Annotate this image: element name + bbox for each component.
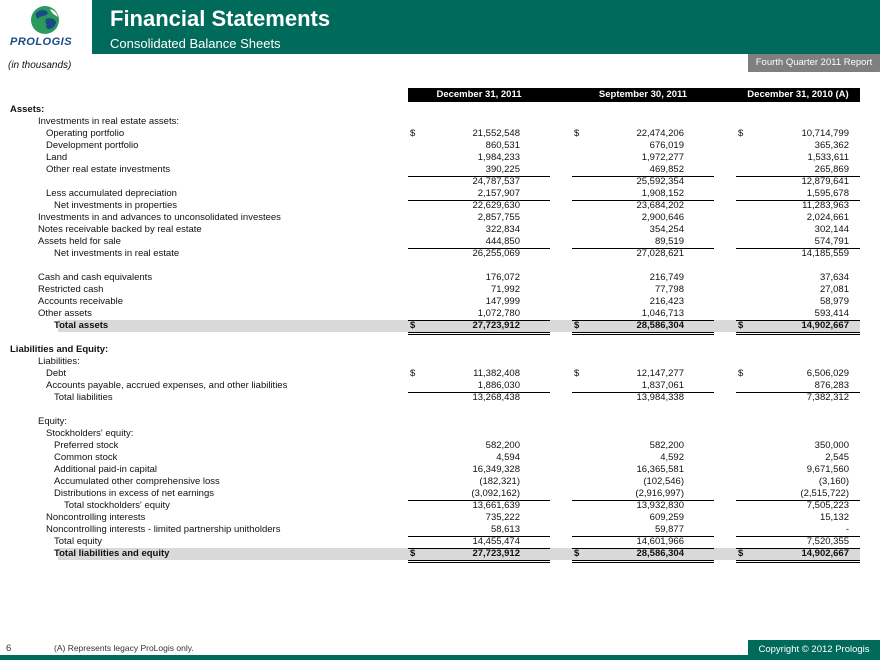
value-cell: 7,520,355: [806, 536, 849, 547]
value-cell: 10,714,799: [801, 128, 849, 139]
table-row: [0, 320, 880, 332]
value-cell: 14,455,474: [472, 536, 520, 547]
value-cell: 22,629,630: [472, 200, 520, 211]
table-row: [0, 128, 880, 140]
value-cell: 2,024,661: [806, 212, 849, 223]
row-label: Total equity: [54, 536, 103, 547]
value-cell: 37,634: [819, 272, 849, 283]
table-row: [0, 548, 880, 560]
table-row: [0, 536, 880, 548]
dollar-sign: $: [574, 128, 580, 139]
column-header-dec-2010: December 31, 2010 (A): [747, 89, 849, 100]
value-cell: (2,916,997): [635, 488, 684, 499]
row-label: Total liabilities and equity: [54, 548, 170, 559]
page-title: Financial Statements: [110, 6, 331, 31]
dollar-sign: $: [574, 548, 580, 559]
value-cell: 27,723,912: [472, 548, 520, 559]
table-row: [0, 332, 880, 344]
value-cell: 574,791: [814, 236, 849, 247]
value-cell: 609,259: [649, 512, 684, 523]
row-label: Equity:: [38, 416, 68, 427]
table-row: [0, 140, 880, 152]
value-cell: 14,601,966: [636, 536, 684, 547]
row-label: Other real estate investments: [46, 164, 171, 175]
row-label: Accumulated other comprehensive loss: [54, 476, 220, 487]
table-row: [0, 308, 880, 320]
value-cell: 4,592: [660, 452, 684, 463]
table-row: [0, 500, 880, 512]
row-label: Investments in real estate assets:: [38, 116, 179, 127]
value-cell: 12,147,277: [636, 368, 684, 379]
value-cell: 365,362: [814, 140, 849, 151]
row-label: Land: [46, 152, 68, 163]
value-cell: 58,979: [819, 296, 849, 307]
dollar-sign: $: [574, 368, 580, 379]
value-cell: 444,850: [485, 236, 520, 247]
table-row: [0, 368, 880, 380]
value-cell: 302,144: [814, 224, 849, 235]
value-cell: 676,019: [649, 140, 684, 151]
dollar-sign: $: [738, 320, 744, 331]
total-top-rule: [408, 320, 550, 321]
row-label: Notes receivable backed by real estate: [38, 224, 202, 235]
table-row: [0, 152, 880, 164]
total-double-rule: [736, 560, 860, 561]
value-cell: -: [845, 524, 849, 535]
row-label: Noncontrolling interests - limited partnership unitholders: [46, 524, 281, 535]
table-row: [0, 440, 880, 452]
value-cell: 860,531: [485, 140, 520, 151]
dollar-sign: $: [738, 368, 744, 379]
value-cell: 12,879,641: [801, 176, 849, 187]
value-cell: 13,268,438: [472, 392, 520, 403]
value-cell: 176,072: [485, 272, 520, 283]
value-cell: 6,506,029: [806, 368, 849, 379]
row-label: Preferred stock: [54, 440, 119, 451]
value-cell: 469,852: [649, 164, 684, 175]
row-label: Liabilities:: [38, 356, 80, 367]
value-cell: 27,081: [819, 284, 849, 295]
dollar-sign: $: [410, 548, 416, 559]
footnote: (A) Represents legacy ProLogis only.: [54, 643, 194, 653]
row-label: Accounts receivable: [38, 296, 124, 307]
value-cell: 13,932,830: [636, 500, 684, 511]
value-cell: 27,723,912: [472, 320, 520, 331]
page-number: 6: [6, 643, 12, 654]
row-label: Cash and cash equivalents: [38, 272, 153, 283]
value-cell: 2,157,907: [477, 188, 520, 199]
value-cell: 13,661,639: [472, 500, 520, 511]
value-cell: 1,984,233: [477, 152, 520, 163]
value-cell: 21,552,548: [472, 128, 520, 139]
value-cell: 22,474,206: [636, 128, 684, 139]
value-cell: 14,902,667: [801, 548, 849, 559]
row-label: Liabilities and Equity:: [10, 344, 109, 355]
row-label: Total liabilities: [54, 392, 113, 403]
value-cell: 24,787,537: [472, 176, 520, 187]
logo-text: PROLOGIS: [10, 36, 73, 48]
row-label: Less accumulated depreciation: [46, 188, 177, 199]
total-double-rule: [572, 560, 714, 561]
units-note: (in thousands): [8, 60, 72, 71]
value-cell: 59,877: [654, 524, 684, 535]
table-row: [0, 224, 880, 236]
globe-logo-icon: [30, 5, 60, 35]
total-top-rule: [572, 548, 714, 549]
value-cell: 27,028,621: [636, 248, 684, 259]
value-cell: 390,225: [485, 164, 520, 175]
dollar-sign: $: [410, 128, 416, 139]
value-cell: 9,671,560: [806, 464, 849, 475]
dollar-sign: $: [738, 548, 744, 559]
total-top-rule: [736, 548, 860, 549]
value-cell: 11,382,408: [473, 368, 520, 379]
value-cell: 2,857,755: [477, 212, 520, 223]
value-cell: 7,505,223: [806, 500, 849, 511]
table-row: [0, 488, 880, 500]
value-cell: 58,613: [490, 524, 520, 535]
report-tab: Fourth Quarter 2011 Report: [748, 54, 880, 72]
table-row: [0, 188, 880, 200]
value-cell: 14,902,667: [801, 320, 849, 331]
value-cell: 15,132: [819, 512, 849, 523]
table-row: [0, 296, 880, 308]
row-label: Operating portfolio: [46, 128, 125, 139]
value-cell: 350,000: [814, 440, 849, 451]
value-cell: 28,586,304: [636, 548, 684, 559]
value-cell: 11,283,963: [802, 200, 849, 211]
value-cell: 7,382,312: [806, 392, 849, 403]
table-row: [0, 476, 880, 488]
table-row: [0, 404, 880, 416]
total-top-rule: [408, 548, 550, 549]
total-top-rule: [572, 320, 714, 321]
table-row: [0, 380, 880, 392]
value-cell: 23,684,202: [636, 200, 684, 211]
value-cell: 13,984,338: [636, 392, 684, 403]
value-cell: 1,046,713: [641, 308, 684, 319]
value-cell: 735,222: [485, 512, 520, 523]
row-label: Total assets: [54, 320, 109, 331]
row-label: Debt: [46, 368, 67, 379]
copyright-text: Copyright © 2012 Prologis: [758, 644, 870, 655]
row-label: Total stockholders' equity: [64, 500, 170, 511]
table-row: [0, 260, 880, 272]
logo: [0, 0, 92, 54]
value-cell: 1,886,030: [477, 380, 520, 391]
row-label: Accounts payable, accrued expenses, and other liabilities: [46, 380, 288, 391]
value-cell: (102,546): [643, 476, 684, 487]
value-cell: 1,972,277: [641, 152, 684, 163]
column-header-sep-2011: September 30, 2011: [598, 89, 688, 100]
table-row: [0, 356, 880, 368]
value-cell: 354,254: [649, 224, 684, 235]
total-double-rule: [408, 562, 550, 563]
row-label: Development portfolio: [46, 140, 139, 151]
value-cell: 1,072,780: [477, 308, 520, 319]
total-double-rule: [572, 562, 714, 563]
table-row: [0, 248, 880, 260]
row-label: Common stock: [54, 452, 118, 463]
value-cell: 2,545: [825, 452, 849, 463]
table-row: [0, 524, 880, 536]
value-cell: 147,999: [485, 296, 520, 307]
table-row: [0, 116, 880, 128]
table-row: [0, 428, 880, 440]
value-cell: 26,255,069: [472, 248, 520, 259]
value-cell: 25,592,354: [636, 176, 684, 187]
table-row: [0, 104, 880, 116]
value-cell: 89,519: [654, 236, 684, 247]
table-row: [0, 344, 880, 356]
value-cell: 582,200: [649, 440, 684, 451]
table-row: [0, 272, 880, 284]
dollar-sign: $: [410, 368, 416, 379]
value-cell: 216,749: [649, 272, 684, 283]
row-label: Additional paid-in capital: [54, 464, 157, 475]
value-cell: 14,185,559: [801, 248, 849, 259]
column-header-dec-2011: December 31, 2011: [436, 89, 522, 100]
value-cell: 1,595,678: [806, 188, 849, 199]
total-double-rule: [736, 562, 860, 563]
table-row: [0, 392, 880, 404]
copyright-tab: [748, 640, 880, 660]
table-row: [0, 512, 880, 524]
value-cell: (3,160): [818, 476, 849, 487]
value-cell: 16,365,581: [636, 464, 684, 475]
value-cell: 1,908,152: [641, 188, 684, 199]
row-label: Stockholders' equity:: [46, 428, 134, 439]
value-cell: 1,533,611: [807, 152, 849, 163]
table-row: [0, 200, 880, 212]
value-cell: (182,321): [479, 476, 520, 487]
value-cell: 265,869: [814, 164, 849, 175]
value-cell: 322,834: [485, 224, 520, 235]
table-row: [0, 176, 880, 188]
row-label: Other assets: [38, 308, 92, 319]
row-label: Restricted cash: [38, 284, 104, 295]
table-row: [0, 464, 880, 476]
page-header: [0, 0, 880, 54]
value-cell: 216,423: [649, 296, 684, 307]
row-label: Net investments in real estate: [54, 248, 180, 259]
value-cell: 593,414: [814, 308, 849, 319]
row-label: Noncontrolling interests: [46, 512, 146, 523]
value-cell: 1,837,061: [641, 380, 684, 391]
total-top-rule: [736, 320, 860, 321]
value-cell: 876,283: [814, 380, 849, 391]
row-label: Assets:: [10, 104, 45, 115]
value-cell: 77,798: [654, 284, 684, 295]
row-label: Distributions in excess of net earnings: [54, 488, 214, 499]
row-label: Net investments in properties: [54, 200, 178, 211]
table-row: [0, 236, 880, 248]
total-double-rule: [408, 560, 550, 561]
value-cell: 4,594: [496, 452, 520, 463]
dollar-sign: $: [410, 320, 416, 331]
table-row: [0, 212, 880, 224]
table-row: [0, 452, 880, 464]
table-row: [0, 416, 880, 428]
row-label: Assets held for sale: [38, 236, 121, 247]
dollar-sign: $: [738, 128, 744, 139]
table-row: [0, 164, 880, 176]
dollar-sign: $: [574, 320, 580, 331]
row-label: Investments in and advances to unconsolidated investees: [38, 212, 281, 223]
table-row: [0, 284, 880, 296]
value-cell: 582,200: [485, 440, 520, 451]
value-cell: (3,092,162): [471, 488, 520, 499]
value-cell: (2,515,722): [800, 488, 849, 499]
page-subtitle: Consolidated Balance Sheets: [110, 36, 281, 51]
value-cell: 71,992: [490, 284, 520, 295]
value-cell: 2,900,646: [641, 212, 684, 223]
value-cell: 16,349,328: [472, 464, 520, 475]
value-cell: 28,586,304: [636, 320, 684, 331]
